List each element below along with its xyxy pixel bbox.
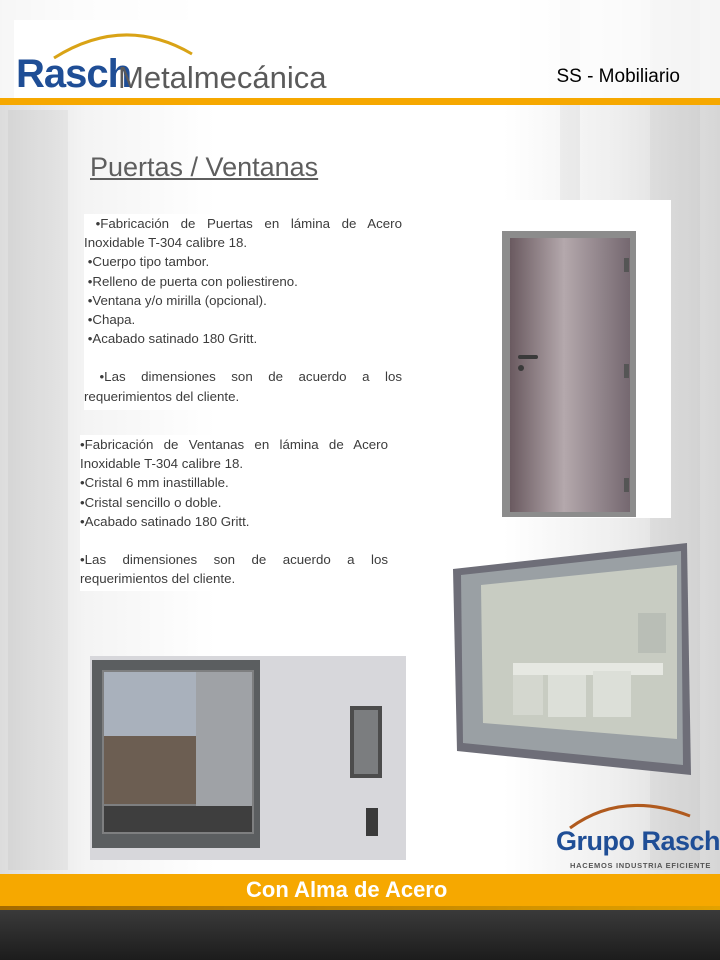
brand-name: Grupo Rasch <box>556 826 720 856</box>
dimensions-note: •Las dimensiones son de acuerdo a los requerimientos del cliente. <box>84 369 402 404</box>
list-item: •Acabado satinado 180 Gritt. <box>80 513 250 529</box>
list-item: •Cuerpo tipo tambor. <box>84 254 210 270</box>
background-column <box>8 110 68 870</box>
dimensions-note: •Las dimensiones son de acuerdo a los requerimientos del cliente. <box>80 552 388 587</box>
footer-dark-band <box>0 910 720 960</box>
door-photo <box>454 200 671 518</box>
brand-slogan: HACEMOS INDUSTRIA EFICIENTE <box>570 861 712 870</box>
list-item: •Fabricación de Ventanas en lámina de Acero Inoxidable T-304 calibre 18. <box>80 437 388 472</box>
list-item: •Fabricación de Puertas en lámina de Acero Inoxidable T-304 calibre 18. <box>84 216 402 251</box>
page-title: Puertas / Ventanas <box>90 152 319 182</box>
logo-secondary-text: Metalmecánica <box>118 60 327 95</box>
logo-primary-text: Rasch <box>16 52 132 96</box>
grupo-rasch-logo <box>552 796 720 876</box>
rasch-logo <box>14 20 344 98</box>
wall-window-photo <box>90 656 406 860</box>
list-item: •Chapa. <box>84 312 136 328</box>
list-item: •Ventana y/o mirilla (opcional). <box>84 292 267 308</box>
header-accent-bar <box>0 98 720 105</box>
windows-description <box>80 435 388 591</box>
doors-description <box>84 214 402 410</box>
list-item: •Cristal 6 mm inastillable. <box>80 475 229 491</box>
list-item: •Cristal sencillo o doble. <box>80 494 222 510</box>
window-photo <box>453 543 693 775</box>
list-item: •Relleno de puerta con poliestireno. <box>84 273 298 289</box>
section-label: SS - Mobiliario <box>556 66 680 87</box>
footer-tagline: Con Alma de Acero <box>246 877 448 902</box>
list-item: •Acabado satinado 180 Gritt. <box>84 331 258 347</box>
